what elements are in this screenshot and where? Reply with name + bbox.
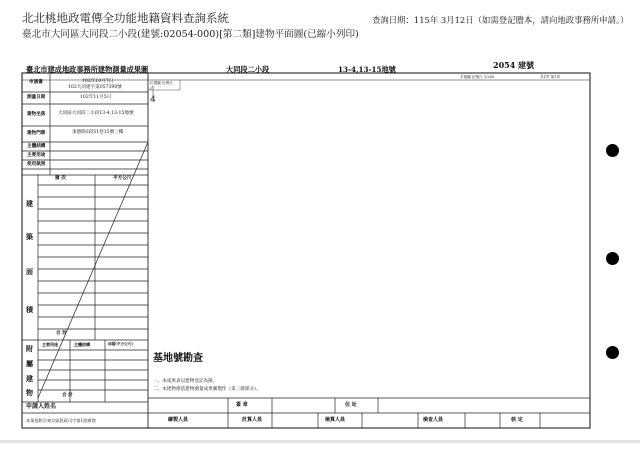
survey-date-value: 102年11月5日 [80, 95, 112, 100]
apply-number-value: 102大同建字第057390號 [68, 85, 122, 90]
location-value: 大同區大同段二小段13-4,13-15地號 [58, 111, 134, 116]
area-unit-label: 平方公尺 [113, 176, 132, 181]
binding-hole-3 [606, 346, 619, 359]
section-name: 大同段二小段 [226, 65, 270, 74]
attached-area-label: 面積(平方公尺) [108, 342, 133, 346]
lot-numbers: 13-4,13-15地號 [338, 65, 396, 74]
location-label: 建物坐落 [27, 112, 46, 117]
scale-label: 位置圖 比例尺 [150, 81, 173, 85]
apply-date-label: 申請書 [29, 80, 43, 85]
area-vertical-4: 積 [26, 305, 33, 314]
total-label: 合 計 [62, 393, 73, 398]
query-date: 查詢日期：115年 3月12日（如需登記謄本，請向地政事務所申請。） [372, 15, 629, 25]
area-vertical-3: 面 [26, 267, 33, 276]
clerk-label: 繪製人員 [168, 417, 189, 423]
reference-note: 本案依附合東京區段政司字第1款辦理 [26, 418, 96, 423]
survey-heading: 基地號勘查 [153, 353, 203, 364]
plan-scale: 平面圖 比例尺 1/200 [460, 75, 495, 79]
building-number: 2054 建號 [493, 60, 535, 70]
attached-vertical-1: 附 [26, 344, 33, 353]
checker-label: 計算人員 [242, 417, 263, 423]
position-mark: 4 [150, 95, 156, 105]
attached-use-label: 主要用途 [42, 342, 58, 347]
attached-vertical-4: 物 [26, 388, 33, 397]
area-vertical-2: 築 [26, 232, 33, 241]
approver-label: 檢算人員 [325, 417, 346, 423]
layer-label: 層 次 [55, 176, 66, 181]
main-use-label: 主要用途 [27, 153, 46, 158]
binding-hole-1 [606, 144, 619, 157]
attached-structure-label: 主體結構 [74, 342, 90, 347]
use-license-label: 使用執照 [27, 162, 46, 167]
main-structure-label: 主體結構 [27, 144, 46, 149]
binding-hole-2 [606, 252, 619, 265]
door-value: 承德路3段51巷15號三樓 [72, 130, 124, 135]
applicant-label: 申請人姓名 [26, 403, 57, 410]
seal-label: 簽 章 [236, 402, 248, 408]
door-label: 建物門牌 [27, 131, 46, 136]
apply-date-value: 102年10月7日 [82, 79, 114, 84]
verifier-label: 檢查人員 [423, 417, 444, 423]
office-title: 臺北市建成地政事務所建物測量成果圖 [26, 65, 149, 74]
area-vertical-1: 建 [26, 199, 33, 208]
address-label: 住 址 [345, 402, 357, 408]
subtotal-label: 合 計 [56, 331, 67, 336]
page-info: 共1頁 第1頁 [540, 75, 561, 79]
final-label: 核 定 [511, 417, 523, 423]
page-title: 北北桃地政電傳全功能地籍資料查詢系統 [22, 11, 229, 25]
survey-date-label: 測量日期 [27, 95, 46, 100]
attached-vertical-3: 建 [26, 374, 33, 383]
document-subtitle: 臺北市大同區大同段二小段(建號:02054-000)[第二類]建物平面圖(已縮小列印) [22, 29, 359, 40]
note-2: 二、本建物係依建物測量成果圖製作（第三層部分）。 [153, 387, 261, 392]
attached-vertical-2: 屬 [26, 359, 33, 368]
note-1: 一、本成果表以建物登記為限。 [153, 379, 218, 384]
